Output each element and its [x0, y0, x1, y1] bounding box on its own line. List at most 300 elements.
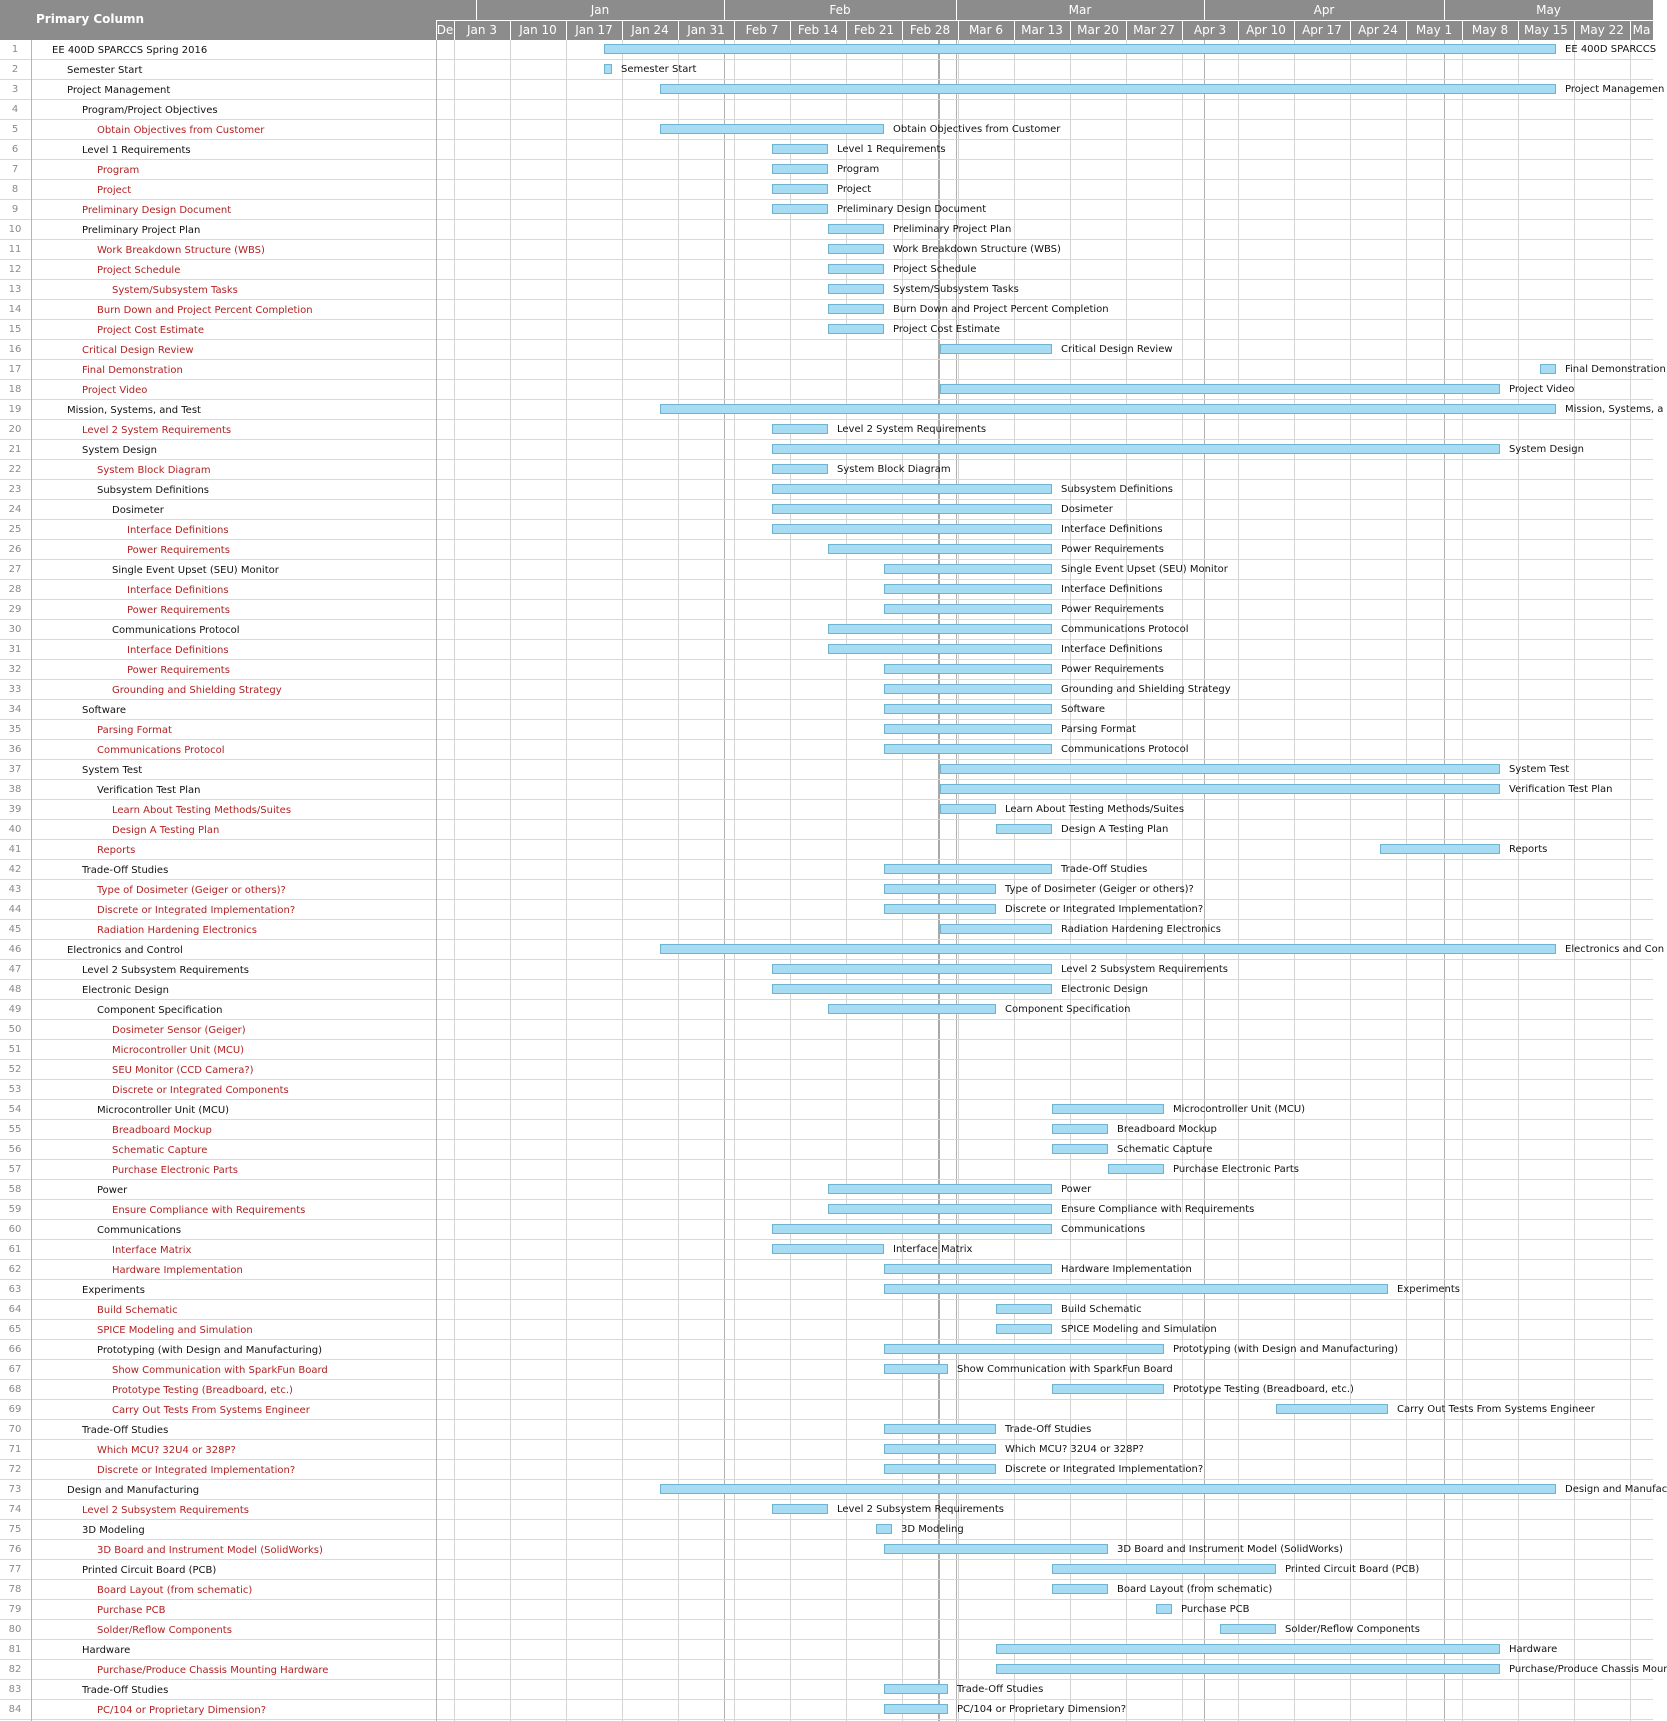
- task-name[interactable]: Project Cost Estimate: [97, 325, 204, 336]
- task-name[interactable]: System Design: [82, 445, 157, 456]
- task-name[interactable]: Build Schematic: [97, 1305, 178, 1316]
- task-bar[interactable]: [604, 44, 1556, 54]
- task-bar[interactable]: [772, 184, 828, 194]
- task-name[interactable]: Interface Matrix: [112, 1245, 192, 1256]
- task-row[interactable]: [0, 360, 1666, 380]
- task-name[interactable]: Communications Protocol: [97, 745, 225, 756]
- row-number: 65: [8, 1324, 22, 1335]
- task-bar[interactable]: [828, 624, 1052, 634]
- task-bar[interactable]: [772, 504, 1052, 514]
- task-name[interactable]: Breadboard Mockup: [112, 1125, 212, 1136]
- task-name[interactable]: Subsystem Definitions: [97, 485, 209, 496]
- task-bar[interactable]: [884, 904, 996, 914]
- task-row[interactable]: [0, 700, 1653, 720]
- task-row[interactable]: [0, 380, 1653, 400]
- task-bar[interactable]: [884, 604, 1052, 614]
- task-row[interactable]: [0, 1380, 1653, 1400]
- week-divider: [902, 20, 903, 40]
- task-name[interactable]: System Test: [82, 765, 143, 776]
- task-bar[interactable]: [1052, 1144, 1108, 1154]
- task-row[interactable]: [0, 800, 1653, 820]
- task-name[interactable]: Learn About Testing Methods/Suites: [112, 805, 292, 816]
- task-bar[interactable]: [660, 84, 1556, 94]
- row-number: 1: [11, 44, 19, 55]
- task-row[interactable]: [0, 1300, 1653, 1320]
- week-label: Apr 10: [1246, 23, 1286, 37]
- row-number: 17: [8, 364, 22, 375]
- task-row[interactable]: [0, 1480, 1667, 1500]
- task-bar[interactable]: [772, 1504, 828, 1514]
- task-bar[interactable]: [1052, 1584, 1108, 1594]
- task-row[interactable]: [0, 1200, 1653, 1220]
- task-bar[interactable]: [1220, 1624, 1276, 1634]
- task-bar[interactable]: [828, 1204, 1052, 1214]
- task-name[interactable]: Discrete or Integrated Implementation?: [97, 1465, 296, 1476]
- task-row[interactable]: [0, 920, 1653, 940]
- week-label: Feb 28: [909, 23, 951, 37]
- task-row[interactable]: [0, 1640, 1653, 1660]
- task-row[interactable]: [0, 1360, 1653, 1380]
- task-name[interactable]: Purchase Electronic Parts: [112, 1165, 239, 1176]
- task-row[interactable]: [0, 740, 1653, 760]
- task-name[interactable]: Hardware Implementation: [112, 1265, 243, 1276]
- task-name[interactable]: Purchase/Produce Chassis Mounting Hardware: [97, 1665, 329, 1676]
- task-name[interactable]: Electronics and Control: [67, 945, 183, 956]
- task-bar[interactable]: [884, 564, 1052, 574]
- task-name[interactable]: Obtain Objectives from Customer: [97, 125, 265, 136]
- task-bar[interactable]: [1380, 844, 1500, 854]
- row-number: 52: [8, 1064, 22, 1075]
- task-bar[interactable]: [884, 1264, 1052, 1274]
- task-row[interactable]: [0, 1080, 1653, 1100]
- task-row[interactable]: [0, 1120, 1653, 1140]
- task-name[interactable]: Trade-Off Studies: [82, 1425, 169, 1436]
- task-row[interactable]: [0, 580, 1653, 600]
- task-bar[interactable]: [772, 144, 828, 154]
- task-bar-label: Discrete or Integrated Implementation?: [1005, 904, 1204, 915]
- task-bar[interactable]: [1052, 1384, 1164, 1394]
- row-number: 81: [8, 1644, 22, 1655]
- row-number: 41: [8, 844, 22, 855]
- task-name[interactable]: Which MCU? 32U4 or 328P?: [97, 1445, 236, 1456]
- task-row[interactable]: [0, 1540, 1653, 1560]
- task-row[interactable]: [0, 1500, 1653, 1520]
- task-row[interactable]: [0, 640, 1653, 660]
- task-row[interactable]: [0, 120, 1653, 140]
- task-row[interactable]: [0, 1440, 1653, 1460]
- month-divider: [956, 0, 957, 20]
- task-bar[interactable]: [828, 264, 884, 274]
- task-row[interactable]: [0, 1240, 1653, 1260]
- task-bar[interactable]: [660, 124, 884, 134]
- task-bar[interactable]: [940, 804, 996, 814]
- task-bar[interactable]: [884, 704, 1052, 714]
- task-bar-label: Interface Definitions: [1061, 584, 1163, 595]
- task-name[interactable]: Final Demonstration: [82, 365, 183, 376]
- row-number: 44: [8, 904, 22, 915]
- task-bar-label: Power: [1061, 1184, 1092, 1195]
- task-row[interactable]: [0, 500, 1653, 520]
- row-number: 39: [8, 804, 22, 815]
- task-name[interactable]: Parsing Format: [97, 725, 172, 736]
- task-bar[interactable]: [772, 484, 1052, 494]
- task-bar[interactable]: [996, 1644, 1500, 1654]
- row-number: 35: [8, 724, 22, 735]
- task-row[interactable]: [0, 80, 1665, 100]
- task-row[interactable]: [0, 300, 1653, 320]
- task-bar[interactable]: [1052, 1564, 1276, 1574]
- task-bar[interactable]: [1156, 1604, 1172, 1614]
- task-row[interactable]: [0, 1680, 1653, 1700]
- task-bar[interactable]: [996, 1304, 1052, 1314]
- task-name[interactable]: Ensure Compliance with Requirements: [112, 1205, 306, 1216]
- task-row[interactable]: [0, 260, 1653, 280]
- task-bar[interactable]: [884, 664, 1052, 674]
- task-row[interactable]: [0, 160, 1653, 180]
- task-bar[interactable]: [772, 964, 1052, 974]
- row-number: 69: [8, 1404, 22, 1415]
- week-label: Jan 17: [575, 23, 613, 37]
- task-bar-label: Power Requirements: [1061, 604, 1164, 615]
- task-bar[interactable]: [884, 584, 1052, 594]
- task-name[interactable]: Power Requirements: [127, 665, 230, 676]
- task-bar[interactable]: [884, 1684, 948, 1694]
- task-bar[interactable]: [772, 424, 828, 434]
- task-bar[interactable]: [884, 1544, 1108, 1554]
- task-name[interactable]: EE 400D SPARCCS Spring 2016: [52, 45, 208, 56]
- task-name[interactable]: Component Specification: [97, 1005, 223, 1016]
- task-name[interactable]: Dosimeter: [112, 505, 164, 516]
- task-row[interactable]: [0, 1280, 1653, 1300]
- task-bar[interactable]: [1052, 1124, 1108, 1134]
- row-number: 61: [8, 1244, 22, 1255]
- task-name[interactable]: Program: [97, 165, 140, 176]
- task-name[interactable]: Board Layout (from schematic): [97, 1585, 253, 1596]
- task-bar[interactable]: [876, 1524, 892, 1534]
- task-bar[interactable]: [996, 1664, 1500, 1674]
- task-bar[interactable]: [884, 1424, 996, 1434]
- task-row[interactable]: [0, 1600, 1653, 1620]
- task-bar[interactable]: [996, 824, 1052, 834]
- task-bar[interactable]: [772, 464, 828, 474]
- task-name[interactable]: SPICE Modeling and Simulation: [97, 1325, 253, 1336]
- task-name[interactable]: Electronic Design: [82, 985, 169, 996]
- task-row[interactable]: [0, 1320, 1653, 1340]
- task-name[interactable]: Preliminary Design Document: [82, 205, 232, 216]
- task-bar[interactable]: [828, 324, 884, 334]
- task-name[interactable]: Single Event Upset (SEU) Monitor: [112, 565, 279, 576]
- row-number: 60: [8, 1224, 22, 1235]
- task-row[interactable]: [0, 200, 1653, 220]
- task-name[interactable]: Microcontroller Unit (MCU): [97, 1105, 230, 1116]
- task-row[interactable]: [0, 840, 1653, 860]
- task-bar-label: SPICE Modeling and Simulation: [1061, 1324, 1217, 1335]
- task-name[interactable]: Printed Circuit Board (PCB): [82, 1565, 217, 1576]
- task-row[interactable]: [0, 220, 1653, 240]
- task-row[interactable]: [0, 40, 1657, 60]
- task-row[interactable]: [0, 280, 1653, 300]
- row-number: 62: [8, 1264, 22, 1275]
- task-name[interactable]: Radiation Hardening Electronics: [97, 925, 258, 936]
- task-row[interactable]: [0, 1260, 1653, 1280]
- task-bar[interactable]: [828, 544, 1052, 554]
- task-name[interactable]: Power Requirements: [127, 605, 230, 616]
- row-number: 23: [8, 484, 22, 495]
- task-row[interactable]: [0, 320, 1653, 340]
- task-name[interactable]: Trade-Off Studies: [82, 865, 169, 876]
- primary-column-header[interactable]: Primary Column: [36, 12, 145, 26]
- task-row[interactable]: [0, 1660, 1667, 1680]
- task-name[interactable]: Prototyping (with Design and Manufacturing): [97, 1345, 323, 1356]
- task-name[interactable]: Purchase PCB: [97, 1605, 166, 1616]
- task-row[interactable]: [0, 1060, 1653, 1080]
- task-name[interactable]: Type of Dosimeter (Geiger or others)?: [97, 885, 286, 896]
- task-bar[interactable]: [884, 864, 1052, 874]
- task-row[interactable]: [0, 400, 1664, 420]
- task-row[interactable]: [0, 1020, 1653, 1040]
- task-name[interactable]: 3D Board and Instrument Model (SolidWorks): [97, 1545, 323, 1556]
- task-row[interactable]: [0, 900, 1653, 920]
- task-bar-label: Level 2 System Requirements: [837, 424, 987, 435]
- task-bar[interactable]: [940, 764, 1500, 774]
- week-divider: [790, 20, 791, 40]
- task-row[interactable]: [0, 60, 1653, 80]
- task-row[interactable]: [0, 1620, 1653, 1640]
- task-name[interactable]: Dosimeter Sensor (Geiger): [112, 1025, 246, 1036]
- task-bar-label: PC/104 or Proprietary Dimension?: [957, 1704, 1127, 1715]
- task-row[interactable]: [0, 940, 1665, 960]
- task-bar[interactable]: [884, 724, 1052, 734]
- task-name[interactable]: Discrete or Integrated Implementation?: [97, 905, 296, 916]
- task-bar[interactable]: [884, 1444, 996, 1454]
- task-row[interactable]: [0, 620, 1653, 640]
- task-bar-label: Solder/Reflow Components: [1285, 1624, 1420, 1635]
- task-name[interactable]: Semester Start: [67, 65, 143, 76]
- task-bar-label: Reports: [1509, 844, 1548, 855]
- row-number: 37: [8, 764, 22, 775]
- task-row[interactable]: [0, 600, 1653, 620]
- task-bar[interactable]: [884, 1284, 1388, 1294]
- task-name[interactable]: Hardware: [82, 1645, 131, 1656]
- task-bar[interactable]: [1108, 1164, 1164, 1174]
- task-name[interactable]: Project Schedule: [97, 265, 181, 276]
- task-row[interactable]: [0, 860, 1653, 880]
- task-row[interactable]: [0, 1460, 1653, 1480]
- task-name[interactable]: Interface Definitions: [127, 585, 229, 596]
- header-divider: [436, 20, 1653, 21]
- task-row[interactable]: [0, 420, 1653, 440]
- task-row[interactable]: [0, 980, 1653, 1000]
- task-row[interactable]: [0, 1040, 1653, 1060]
- week-divider: [622, 20, 623, 40]
- task-row[interactable]: [0, 1100, 1653, 1120]
- task-row[interactable]: [0, 1160, 1653, 1180]
- task-name[interactable]: Level 2 Subsystem Requirements: [82, 1505, 250, 1516]
- task-name[interactable]: Reports: [97, 845, 136, 856]
- task-name[interactable]: Power Requirements: [127, 545, 230, 556]
- task-name[interactable]: System Block Diagram: [97, 465, 211, 476]
- task-bar-label: Electronics and Con: [1565, 944, 1665, 955]
- task-bar[interactable]: [940, 384, 1500, 394]
- task-row[interactable]: [0, 820, 1653, 840]
- row-number: 53: [8, 1084, 22, 1095]
- task-name[interactable]: Interface Definitions: [127, 645, 229, 656]
- task-bar[interactable]: [772, 984, 1052, 994]
- task-bar[interactable]: [884, 884, 996, 894]
- task-name[interactable]: Critical Design Review: [82, 345, 194, 356]
- task-row[interactable]: [0, 1560, 1653, 1580]
- task-name[interactable]: Experiments: [82, 1285, 145, 1296]
- task-name[interactable]: Solder/Reflow Components: [97, 1625, 232, 1636]
- task-row[interactable]: [0, 780, 1653, 800]
- week-label: Jan 3: [467, 23, 497, 37]
- task-row[interactable]: [0, 1000, 1653, 1020]
- task-name[interactable]: Verification Test Plan: [97, 785, 201, 796]
- task-name[interactable]: Power: [97, 1185, 128, 1196]
- week-label: May 8: [1471, 23, 1509, 37]
- task-name[interactable]: Project Management: [67, 85, 171, 96]
- task-row[interactable]: [0, 880, 1653, 900]
- task-name[interactable]: Level 1 Requirements: [82, 145, 191, 156]
- task-row[interactable]: [0, 460, 1653, 480]
- task-bar[interactable]: [772, 524, 1052, 534]
- task-row[interactable]: [0, 480, 1653, 500]
- task-name[interactable]: Grounding and Shielding Strategy: [112, 685, 282, 696]
- task-bar[interactable]: [828, 224, 884, 234]
- task-bar[interactable]: [772, 204, 828, 214]
- row-number: 11: [8, 244, 22, 255]
- task-name[interactable]: Level 2 System Requirements: [82, 425, 232, 436]
- task-row[interactable]: [0, 680, 1653, 700]
- task-bar[interactable]: [828, 644, 1052, 654]
- task-row[interactable]: [0, 960, 1653, 980]
- task-name[interactable]: Prototype Testing (Breadboard, etc.): [112, 1385, 293, 1396]
- task-row[interactable]: [0, 1520, 1653, 1540]
- task-row[interactable]: [0, 1340, 1653, 1360]
- task-name[interactable]: Communications: [97, 1225, 182, 1236]
- task-row[interactable]: [0, 1140, 1653, 1160]
- task-row[interactable]: [0, 760, 1653, 780]
- task-bar[interactable]: [660, 404, 1556, 414]
- task-name[interactable]: System/Subsystem Tasks: [112, 285, 238, 296]
- week-label: Ma: [1632, 23, 1651, 37]
- task-bar[interactable]: [772, 444, 1500, 454]
- task-name[interactable]: Discrete or Integrated Components: [112, 1085, 289, 1096]
- task-name[interactable]: Interface Definitions: [127, 525, 229, 536]
- task-row[interactable]: [0, 540, 1653, 560]
- task-row[interactable]: [0, 440, 1653, 460]
- task-row[interactable]: [0, 660, 1653, 680]
- task-bar[interactable]: [1052, 1104, 1164, 1114]
- task-row[interactable]: [0, 240, 1653, 260]
- task-bar[interactable]: [828, 304, 884, 314]
- task-bar[interactable]: [884, 684, 1052, 694]
- task-name[interactable]: Carry Out Tests From Systems Engineer: [112, 1405, 310, 1416]
- task-bar[interactable]: [940, 784, 1500, 794]
- task-row[interactable]: [0, 140, 1653, 160]
- task-name[interactable]: Design A Testing Plan: [112, 825, 220, 836]
- task-bar[interactable]: [772, 1244, 884, 1254]
- task-row[interactable]: [0, 520, 1653, 540]
- week-label: Apr 17: [1302, 23, 1342, 37]
- task-bar[interactable]: [660, 944, 1556, 954]
- task-row[interactable]: [0, 1220, 1653, 1240]
- task-name[interactable]: Burn Down and Project Percent Completion: [97, 305, 313, 316]
- task-bar[interactable]: [828, 284, 884, 294]
- task-name[interactable]: Software: [82, 705, 127, 716]
- task-bar[interactable]: [772, 1224, 1052, 1234]
- week-divider: [1406, 20, 1407, 40]
- week-divider: [1182, 20, 1183, 40]
- task-bar[interactable]: [996, 1324, 1052, 1334]
- task-bar-label: Prototyping (with Design and Manufacturing): [1173, 1344, 1399, 1355]
- task-row[interactable]: [0, 1180, 1653, 1200]
- task-bar[interactable]: [1540, 364, 1556, 374]
- task-name[interactable]: Microcontroller Unit (MCU): [112, 1045, 245, 1056]
- week-divider: [1070, 20, 1071, 40]
- task-name[interactable]: SEU Monitor (CCD Camera?): [112, 1065, 254, 1076]
- task-bar-label: Project Schedule: [893, 264, 977, 275]
- task-bar[interactable]: [940, 344, 1052, 354]
- task-bar-label: Trade-Off Studies: [1061, 864, 1148, 875]
- task-name[interactable]: PC/104 or Proprietary Dimension?: [97, 1705, 267, 1716]
- task-bar[interactable]: [604, 64, 612, 74]
- task-name[interactable]: 3D Modeling: [82, 1525, 145, 1536]
- task-bar[interactable]: [884, 1704, 948, 1714]
- row-number: 6: [11, 144, 19, 155]
- task-bar[interactable]: [660, 1484, 1556, 1494]
- task-row[interactable]: [0, 720, 1653, 740]
- task-row[interactable]: [0, 100, 1653, 120]
- task-name[interactable]: Project Video: [82, 385, 148, 396]
- task-row[interactable]: [0, 1420, 1653, 1440]
- task-bar-label: Experiments: [1397, 1284, 1460, 1295]
- task-bar[interactable]: [940, 924, 1052, 934]
- task-bar[interactable]: [1276, 1404, 1388, 1414]
- task-bar[interactable]: [884, 744, 1052, 754]
- task-name[interactable]: Level 2 Subsystem Requirements: [82, 965, 250, 976]
- task-name[interactable]: Preliminary Project Plan: [82, 225, 201, 236]
- task-row[interactable]: [0, 1700, 1653, 1720]
- task-row[interactable]: [0, 1400, 1653, 1420]
- row-number: 51: [8, 1044, 22, 1055]
- task-row[interactable]: [0, 560, 1653, 580]
- task-bar[interactable]: [884, 1464, 996, 1474]
- task-name[interactable]: Project: [97, 185, 132, 196]
- task-bar[interactable]: [828, 244, 884, 254]
- task-bar[interactable]: [884, 1344, 1164, 1354]
- task-name[interactable]: Trade-Off Studies: [82, 1685, 169, 1696]
- task-bar[interactable]: [772, 164, 828, 174]
- task-row[interactable]: [0, 180, 1653, 200]
- task-name[interactable]: Work Breakdown Structure (WBS): [97, 245, 265, 256]
- task-bar[interactable]: [884, 1364, 948, 1374]
- task-bar-label: Project Cost Estimate: [893, 324, 1000, 335]
- task-row[interactable]: [0, 1580, 1653, 1600]
- task-bar-label: Burn Down and Project Percent Completion: [893, 304, 1109, 315]
- task-bar[interactable]: [828, 1184, 1052, 1194]
- task-bar-label: Schematic Capture: [1117, 1144, 1213, 1155]
- task-bar[interactable]: [828, 1004, 996, 1014]
- task-name[interactable]: Schematic Capture: [112, 1145, 208, 1156]
- task-name[interactable]: Program/Project Objectives: [82, 105, 218, 116]
- task-name[interactable]: Communications Protocol: [112, 625, 240, 636]
- task-name[interactable]: Mission, Systems, and Test: [67, 405, 201, 416]
- week-label: Mar 6: [968, 23, 1004, 37]
- task-name[interactable]: Show Communication with SparkFun Board: [112, 1365, 328, 1376]
- task-name[interactable]: Design and Manufacturing: [67, 1485, 200, 1496]
- task-row[interactable]: [0, 340, 1653, 360]
